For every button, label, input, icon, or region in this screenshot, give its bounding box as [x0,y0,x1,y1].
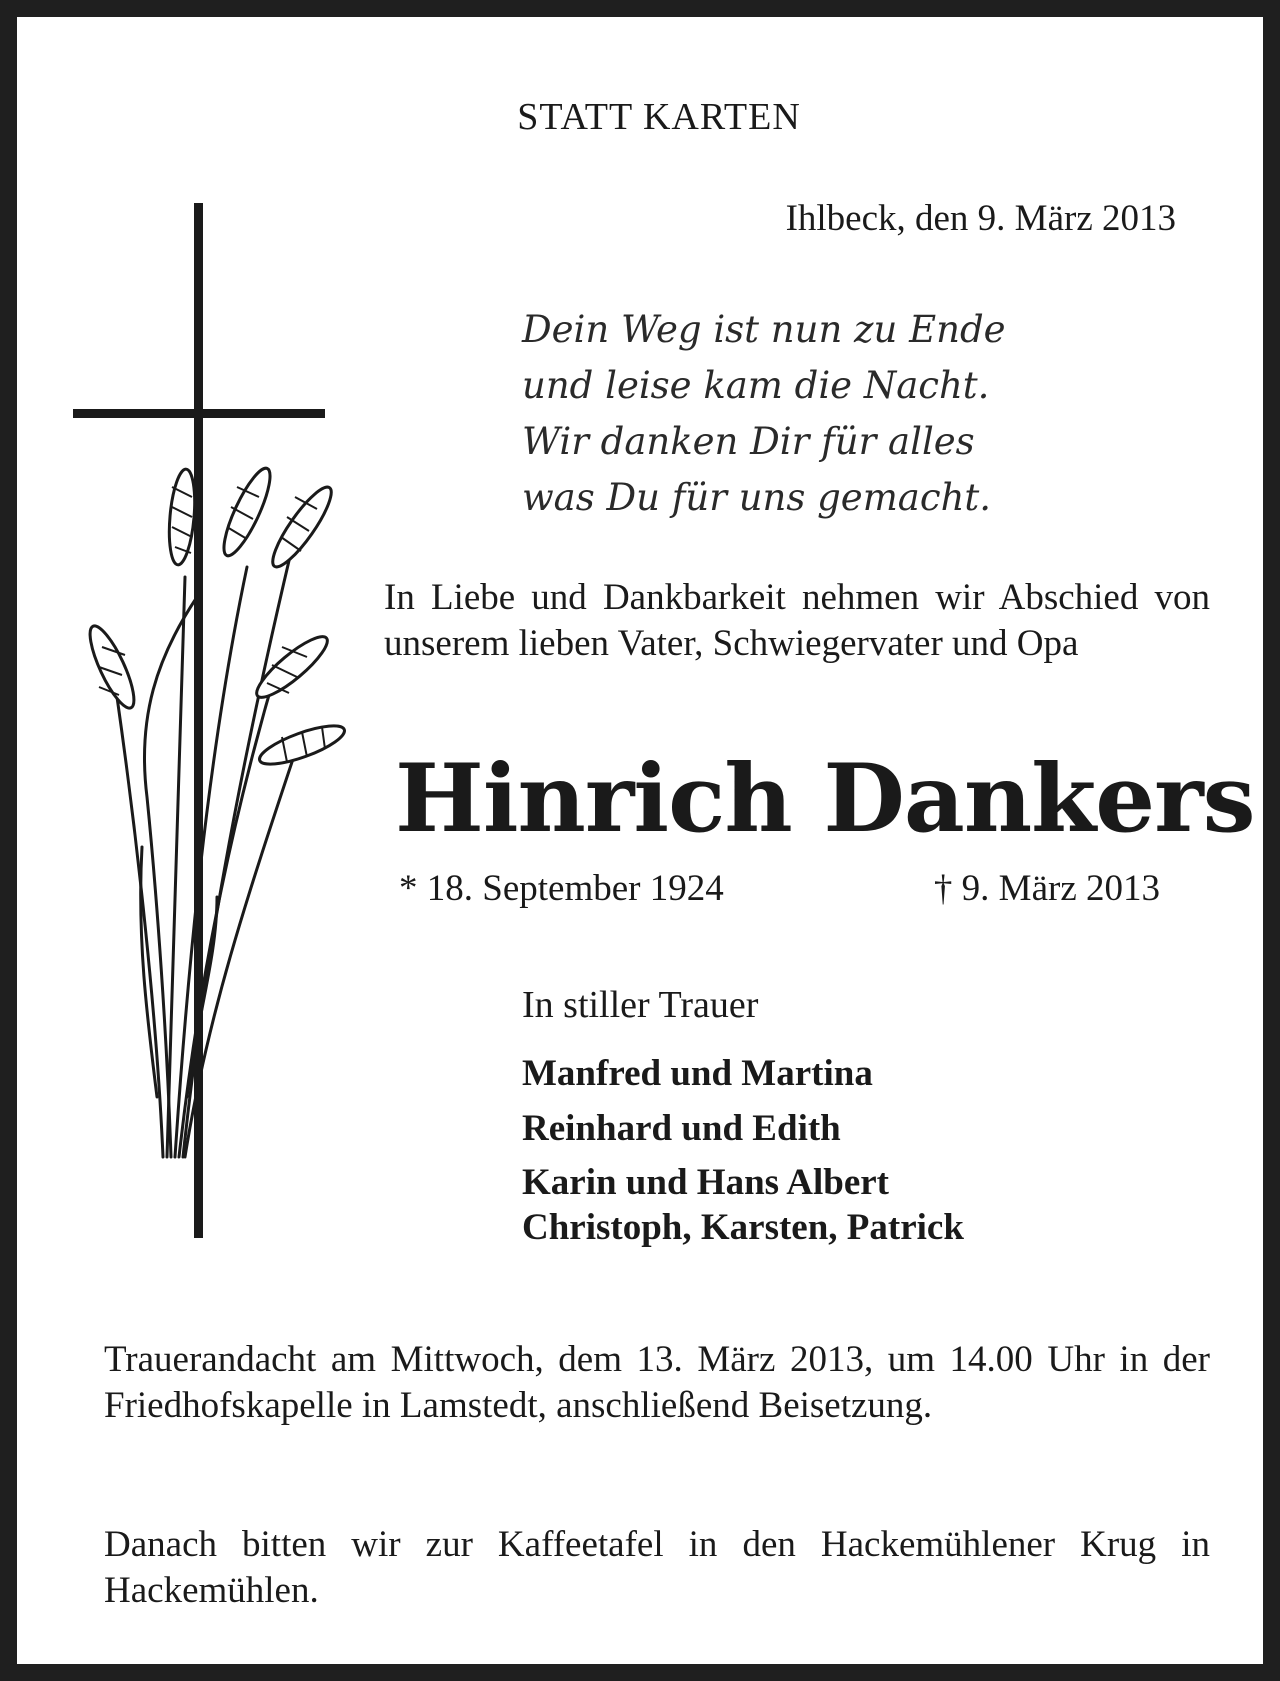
deceased-name: Hinrich Dankers [395,744,1255,854]
service-details: Trauerandacht am Mittwoch, dem 13. März 2013, um 14.00 Uhr in der Friedhofskapelle in Lamstedt, anschließend Beisetzung. [104,1339,1210,1426]
mourner-name: Reinhard und Edith [522,1108,841,1149]
death-date: † 9. März 2013 [933,868,1160,909]
place-and-date: Ihlbeck, den 9. März 2013 [785,198,1176,239]
birth-date: * 18. September 1924 [399,868,724,909]
farewell-intro: In Liebe und Dankbarkeit nehmen wir Abschied von unserem lieben Vater, Schwiegervater und Opa [384,577,1210,664]
mourner-name: Manfred und Martina [522,1053,873,1094]
verse-line: und leise kam die Nacht. [522,364,990,407]
mourner-name: Karin und Hans Albert [522,1162,890,1203]
memorial-verse [522,302,1006,526]
verse-line: was Du für uns gemacht. [522,476,992,519]
mourning-intro: In stiller Trauer [522,984,759,1026]
verse-line: Wir danken Dir für alles [522,420,975,463]
cross-with-wheat-icon [67,197,377,1247]
verse-line: Dein Weg ist nun zu Ende [522,308,1006,351]
header-statt-karten: STATT KARTEN [517,96,801,138]
reception-details: Danach bitten wir zur Kaffeetafel in den Hackemühlener Krug in Hackemühlen. [104,1524,1210,1611]
mourner-name: Christoph, Karsten, Patrick [522,1207,964,1248]
